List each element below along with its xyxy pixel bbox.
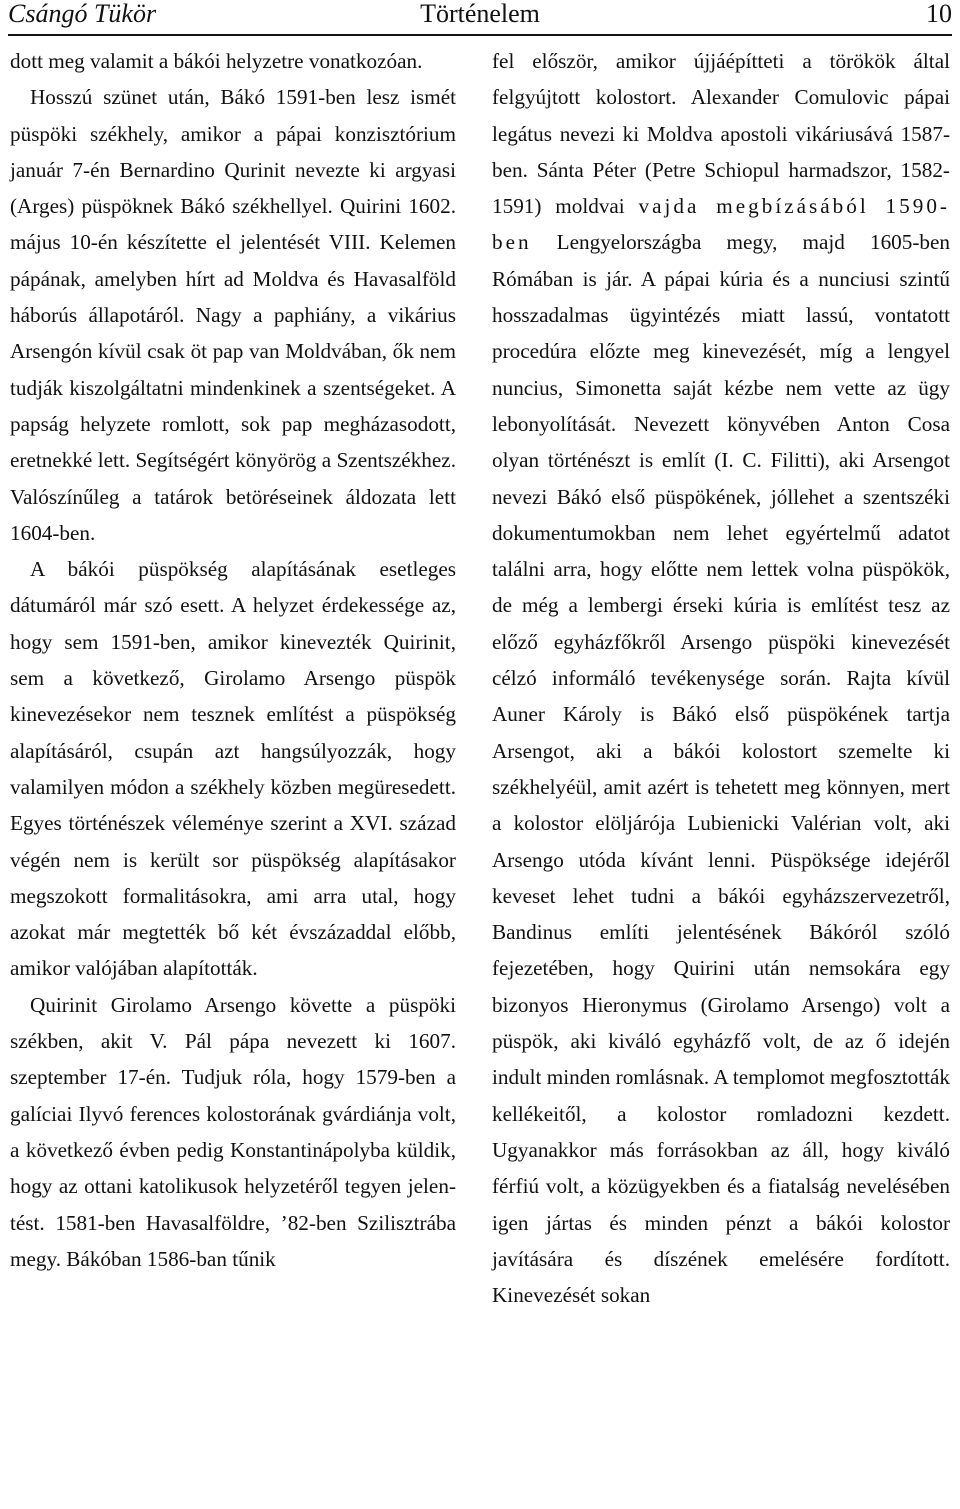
- right-column: [492, 43, 950, 1313]
- left-paragraph-4: Quirinit Girolamo Arsengo követte a püspöki székben, akit V. Pál pápa nevezett ki 1607. szeptember 17-én. Tudjuk róla, hogy 1579-ben a galíciai Ilyvó ferences kolostorának gvárdiánja volt, a következő évben pedig Konstantinápolyba küldik, hogy az ottani katolikusok helyzetéről tegyen jelentést. 1581-ben Havasalföldre, ’82-ben Szilisztrába megy. Bákóban 1586-ban tűnik: [10, 992, 456, 1271]
- left-column: [10, 43, 456, 1277]
- right-paragraph: [492, 43, 950, 1313]
- left-paragraph-2: Hosszú szünet után, Bákó 1591-ben lesz ismét püspöki székhely, amikor a pápai konzisztórium január 7-én Bernardino Qurinit nevezte ki argyasi (Arges) püspöknek Bákó székhellyel. Quirini 1602. május 10-én készítette el jelentését VIII. Kelemen pápának, amelyben hírt ad Moldva és Havasalföld háborús állapotáról. Nagy a paphiány, a vikárius Arsengón kívül csak öt pap van Moldvában, ők nem tudják kiszolgáltatni mindenkinek a szentségeket. A papság helyzete romlott, sok pap megházasodott, eretnekké lett. Segítségért könyörög a Szentszékhez. Valószínűleg a tatárok betöréseinek áldozata lett 1604-ben.: [10, 85, 456, 545]
- right-spaced-text: vajda megbízásából 1590-ben: [492, 194, 950, 255]
- right-text-part-2: Lengyelországba megy, majd 1605-ben Rómában is jár. A pápai kúria és a nunciusi szintű hosszadalmas ügyintézés miatt lassú, vontatott procedúra előzte meg kinevezését, míg a lengyel nuncius, Simonetta saját kézbe nem vette az ügy lebonyolítását. Nevezett könyvében Anton Cosa olyan történészt is említ (I. C. Filitti), aki Arsengot nevezi Bákó első püspökének, jóllehet a szentszéki dokumentumokban nem lehet egyértelmű adatot találni arra, hogy előtte nem lettek volna püspökök, de még a lembergi érseki kúria is említést tesz az előző egyházfőkről Arsengo püspöki kinevezését célzó informáló tevékenysége során. Rajta kívül Auner Károly is Bákó első püspökének tartja Arsengot, aki a bákói kolostort szemelte ki székhelyéül, amit azért is tehetett meg könnyen, mert a kolostor elöljárója Lubienicki Valérian volt, aki Arsengo utóda kívánt lenni. Püspöksége idejéről keveset lehet tudni a bákói egyházszervezetről, Bandinus említi jelentésének Bákóról szóló fejezetében, hogy Quirini után nemsokára egy bizonyos Hieronymus (Girolamo Arsengo) volt a püspök, aki kiváló egyházfő volt, de az ő idején indult minden romlásnak. A templomot megfosztották kellékeitől, a kolostor romladozni kezdett. Ugyanakkor más forrásokban az áll, hogy kiváló férfiú volt, a közügyekben és a fiatalság nevelésében igen jártas és minden pénzt a bákói kolostor javítására és díszének emelésére fordított. Kinevezését sokan: [492, 230, 950, 1308]
- section-title: Történelem: [420, 0, 540, 28]
- journal-title: Csángó Tükör: [8, 0, 157, 28]
- left-paragraph-1: dott meg valamit a bákói helyzetre vonatkozóan.: [10, 49, 423, 73]
- page-number: 10: [926, 0, 952, 28]
- left-paragraph-3: A bákói püspökség alapításának esetleges dátumáról már szó esett. A helyzet érdekessége az, hogy sem 1591-ben, amikor kinevezték Quirinit, sem a következő, Girolamo Arsengo püspök kinevezésekor nem tesznek említést a püspökség alapításáról, csupán azt hangsúlyozzák, hogy valamilyen módon a székhely közben megüresedett. Egyes történészek véleménye szerint a XVI. század végén nem is került sor püspökség alapításakor megszokott formalitásokra, ami arra utal, hogy azokat már megtették bő két évszázaddal előbb, amikor valójában alapították.: [10, 557, 456, 981]
- running-header: [8, 0, 952, 36]
- right-text-part-1: fel először, amikor újjáépítteti a törökök által felgyújtott kolostort. Alexander Comulovic pápai legátus nevezi ki Moldva apostoli vikáriusává 1587-ben. Sánta Péter (Petre Schiopul harmadszor, 1582-1591) moldvai: [492, 49, 950, 219]
